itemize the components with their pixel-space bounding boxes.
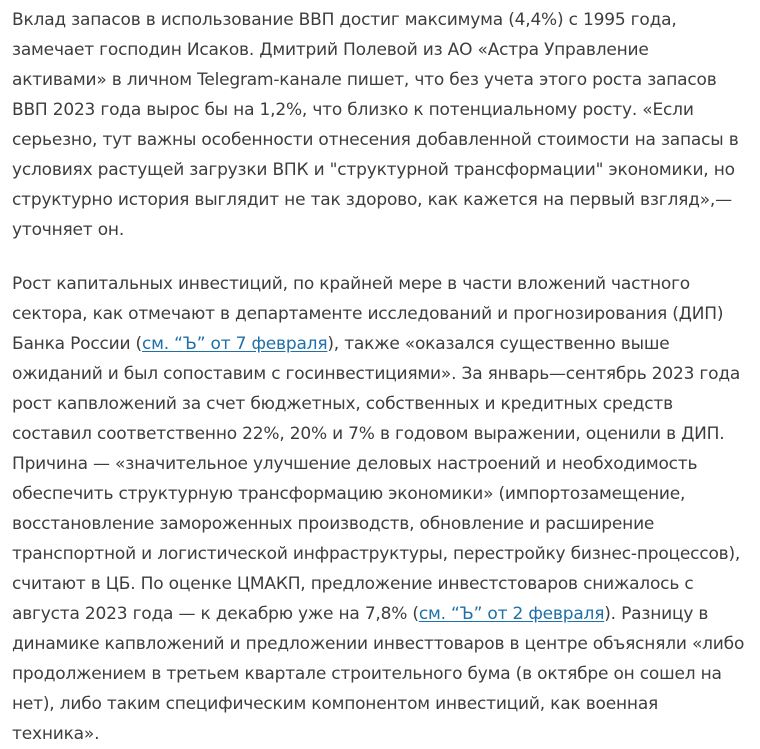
article-paragraph-2 (12, 269, 748, 749)
article-body (12, 5, 748, 749)
link-kommersant-feb-7[interactable]: см. “Ъ” от 7 февраля (141, 334, 328, 354)
paragraph-text: Рост капитальных инвестиций, по крайней мере в части вложений частного сектора, как отмечают в департаменте исследований и прогнозирования (ДИП) Банка России ( (12, 274, 724, 354)
article-paragraph-1 (12, 5, 748, 245)
link-kommersant-feb-2[interactable]: см. “Ъ” от 2 февраля (418, 604, 605, 624)
paragraph-text: ), также «оказался существенно выше ожиданий и был сопоставим с госинвестициями». За январь—сентябрь 2023 года рост капвложений за счет бюджетных, собственных и кредитных средств составил соответственно 22%, 20% и 7% в годовом выражении, оценили в ДИП. Причина — «значительное улучшение деловых настроений и необходимость обеспечить структурную трансформацию экономики» (импортозамещение, восстановление замороженных производств, обновление и расширение транспортной и логистической инфраструктуры, перестройку бизнес-процессов), считают в ЦБ. По оценке ЦМАКП, предложение инвестстоваров снижалось с августа 2023 года — к декабрю уже на 7,8% ( (12, 334, 741, 624)
paragraph-text: Вклад запасов в использование ВВП достиг максимума (4,4%) с 1995 года, замечает господин Исаков. Дмитрий Полевой из АО «Астра Управление активами» в личном Telegram-канале пишет, что без учета этого роста запасов ВВП 2023 года вырос бы на 1,2%, что близко к потенциальному росту. «Если серьезно, тут важны особенности отнесения добавленной стоимости на запасы в условиях растущей загрузки ВПК и "структурной трансформации" экономики, но структурно история выглядит не так здорово, как кажется на первый взгляд»,— уточняет он. (12, 10, 739, 240)
paragraph-text: ). Разницу в динамике капвложений и предложении инвесттоваров в центре объясняли «либо продолжением в третьем квартале строительного бума (в октябре он сошел на нет), либо таким специфическим компонентом инвестиций, как военная техника». (12, 604, 745, 744)
